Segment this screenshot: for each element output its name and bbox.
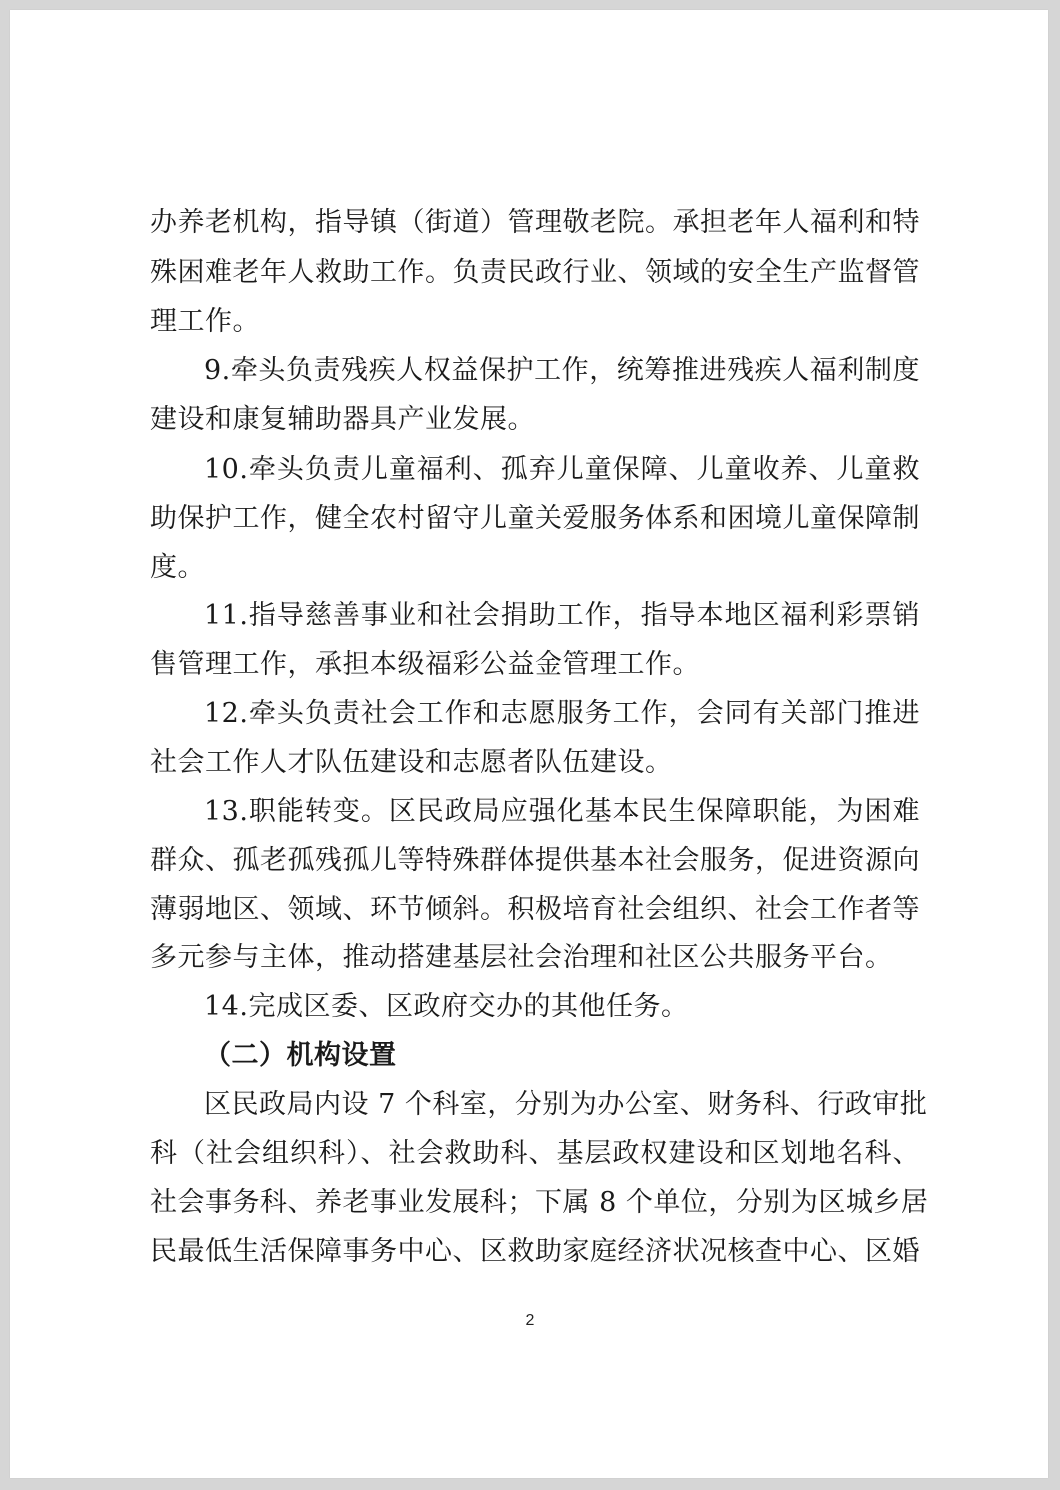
paragraph-14-line: 14.完成区委、区政府交办的其他任务。: [204, 991, 689, 1022]
paragraph-13-line: 13.职能转变。区民政局应强化基本民生保障职能，为困难: [204, 796, 920, 827]
text-line: 薄弱地区、领域、环节倾斜。积极培育社会组织、社会工作者等: [150, 894, 920, 925]
text-line: 建设和康复辅助器具产业发展。: [150, 404, 535, 435]
text-line: 度。: [150, 552, 205, 583]
paragraph-12-line: 12.牵头负责社会工作和志愿服务工作，会同有关部门推进: [204, 698, 920, 729]
page-number: 2: [525, 1312, 535, 1329]
text-line: 理工作。: [150, 306, 260, 337]
paragraph-11-line: 11.指导慈善事业和社会捐助工作，指导本地区福利彩票销: [204, 600, 920, 631]
text-line: 群众、孤老孤残孤儿等特殊群体提供基本社会服务，促进资源向: [150, 845, 920, 876]
text-line: 殊困难老年人救助工作。负责民政行业、领域的安全生产监督管: [150, 257, 920, 288]
text-line: 民最低生活保障事务中心、区救助家庭经济状况核查中心、区婚: [150, 1236, 920, 1267]
text-line: 科（社会组织科）、社会救助科、基层政权建设和区划地名科、: [150, 1138, 920, 1169]
paragraph-9-line: 9.牵头负责残疾人权益保护工作，统筹推进残疾人福利制度: [204, 355, 920, 386]
paragraph-structure-line: 区民政局内设 7 个科室，分别为办公室、财务科、行政审批: [204, 1089, 928, 1120]
text-line: 助保护工作，健全农村留守儿童关爱服务体系和困境儿童保障制: [150, 503, 920, 534]
text-line: 多元参与主体，推动搭建基层社会治理和社区公共服务平台。: [150, 942, 893, 973]
text-line: 售管理工作，承担本级福彩公益金管理工作。: [150, 649, 700, 680]
text-line: 社会工作人才队伍建设和志愿者队伍建设。: [150, 747, 673, 778]
paragraph-10-line: 10.牵头负责儿童福利、孤弃儿童保障、儿童收养、儿童救: [204, 454, 920, 485]
section-heading: （二）机构设置: [204, 1040, 397, 1071]
text-line: 办养老机构，指导镇（街道）管理敬老院。承担老年人福利和特: [150, 207, 920, 238]
text-line: 社会事务科、养老事业发展科；下属 8 个单位，分别为区城乡居: [150, 1187, 929, 1218]
